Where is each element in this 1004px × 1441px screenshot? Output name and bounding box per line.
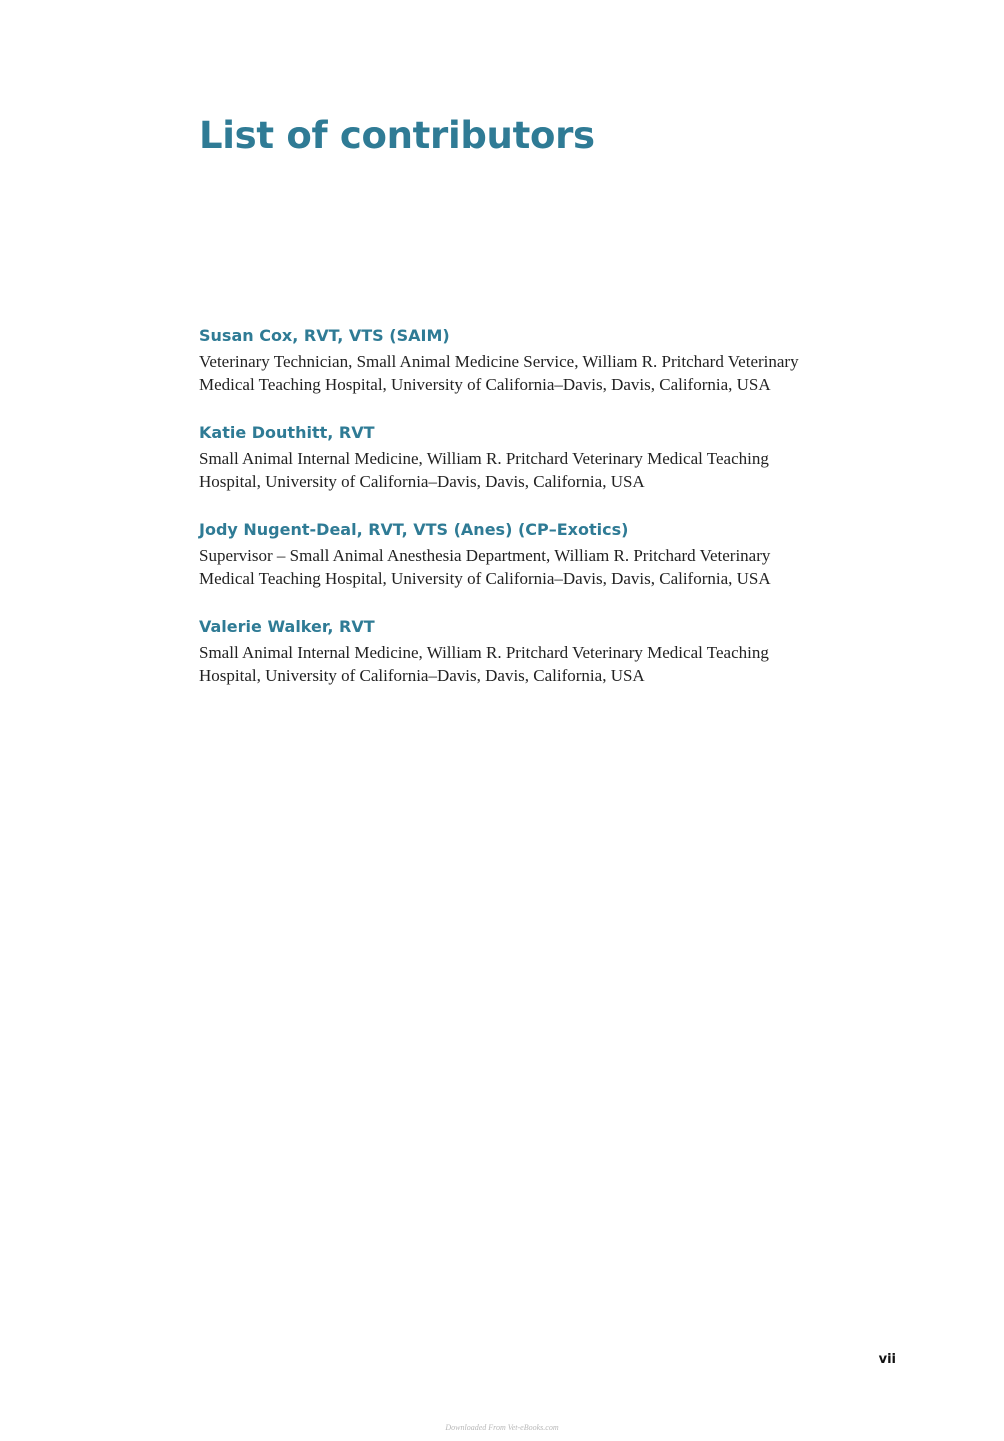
affiliation-line-1: Supervisor – Small Animal Anesthesia Department, William R. Pritchard Veterinary bbox=[199, 546, 771, 565]
affiliation-line-1: Small Animal Internal Medicine, William R. Pritchard Veterinary Medical Teaching bbox=[199, 449, 769, 468]
affiliation-line-2: Medical Teaching Hospital, University of California–Davis, Davis, California, USA bbox=[199, 569, 771, 588]
contributor-name: Susan Cox, RVT, VTS (SAIM) bbox=[199, 326, 450, 345]
affiliation-line-1: Small Animal Internal Medicine, William R. Pritchard Veterinary Medical Teaching bbox=[199, 643, 769, 662]
contributors-list bbox=[199, 325, 899, 713]
contributor-affiliation bbox=[199, 544, 899, 590]
contributor-name: Valerie Walker, RVT bbox=[199, 617, 375, 636]
contributor-entry bbox=[199, 616, 899, 687]
contributor-affiliation bbox=[199, 641, 899, 687]
contributor-entry bbox=[199, 325, 899, 396]
contributor-entry bbox=[199, 519, 899, 590]
page-number: vii bbox=[878, 1352, 896, 1367]
contributor-name: Jody Nugent-Deal, RVT, VTS (Anes) (CP–Exotics) bbox=[199, 520, 629, 539]
page-title: List of contributors bbox=[199, 114, 595, 157]
download-watermark: Downloaded From Vet-eBooks.com bbox=[445, 1423, 559, 1432]
contributor-name: Katie Douthitt, RVT bbox=[199, 423, 375, 442]
affiliation-line-2: Medical Teaching Hospital, University of California–Davis, Davis, California, USA bbox=[199, 375, 771, 394]
affiliation-line-1: Veterinary Technician, Small Animal Medicine Service, William R. Pritchard Veterinary bbox=[199, 352, 799, 371]
affiliation-line-2: Hospital, University of California–Davis, Davis, California, USA bbox=[199, 666, 645, 685]
contributor-affiliation bbox=[199, 350, 899, 396]
affiliation-line-2: Hospital, University of California–Davis, Davis, California, USA bbox=[199, 472, 645, 491]
contributor-entry bbox=[199, 422, 899, 493]
contributor-affiliation bbox=[199, 447, 899, 493]
